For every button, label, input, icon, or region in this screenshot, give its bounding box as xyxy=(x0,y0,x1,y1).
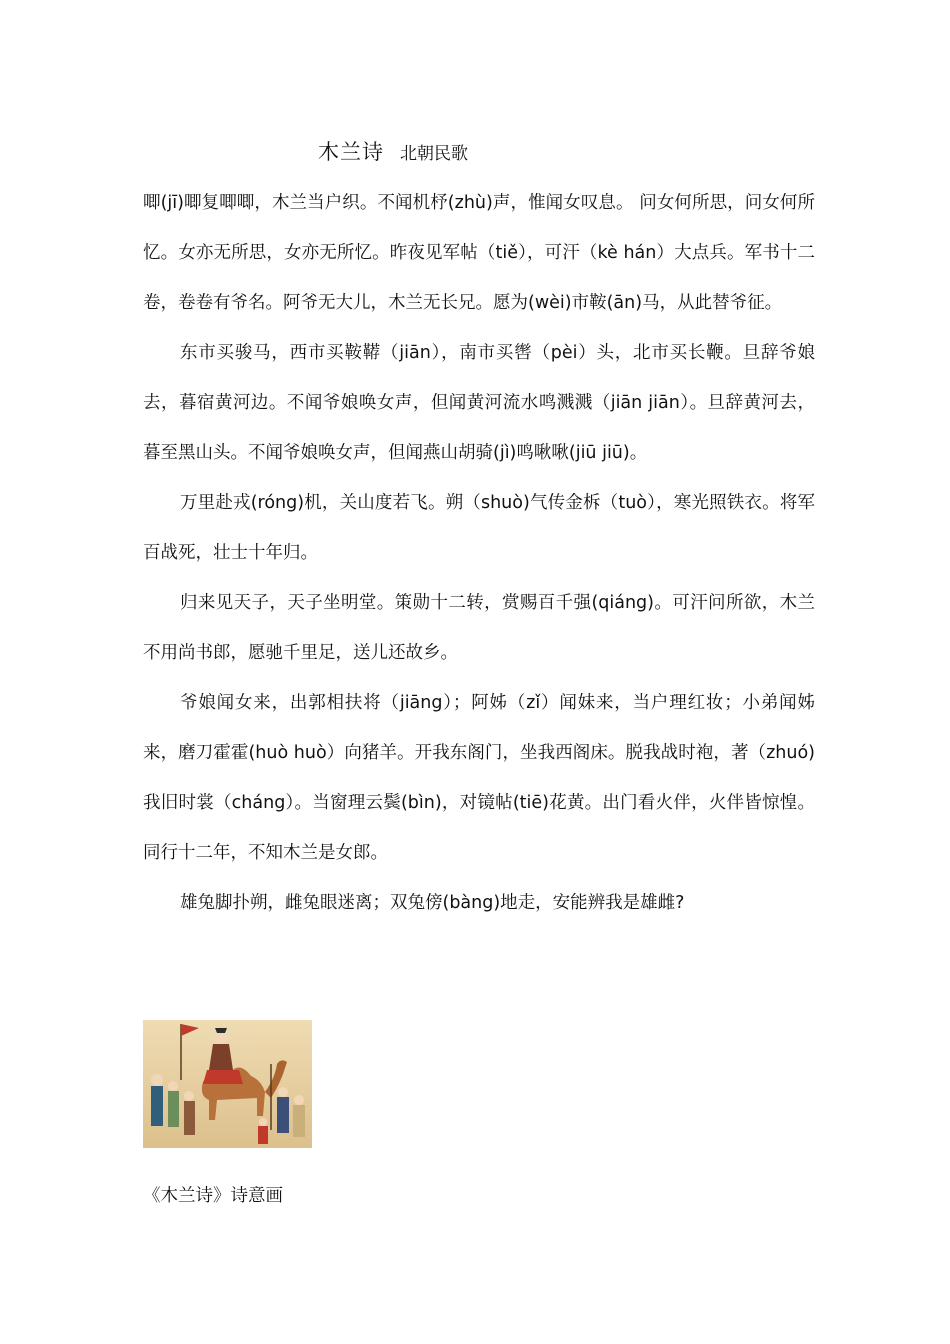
title-row xyxy=(318,136,468,166)
paragraph-2: 东市买骏马，西市买鞍鞯（jiān），南市买辔（pèi）头，北市买长鞭。旦辞爷娘去，暮宿黄河边。不闻爷娘唤女声，但闻黄河流水鸣溅溅（jiān jiān）。旦辞黄河去，暮至黑山头。不闻爷娘唤女声，但闻燕山胡骑(jì)鸣啾啾(jiū jiū)。 xyxy=(143,343,815,463)
poem-illustration xyxy=(143,1020,312,1148)
paragraph-5: 爷娘闻女来，出郭相扶将（jiāng）；阿姊（zǐ）闻妹来，当户理红妆；小弟闻姊来，磨刀霍霍(huò huò）向猪羊。开我东阁门，坐我西阁床。脱我战时袍，著（zhuó)我旧时裳（cháng）。当窗理云鬓(bìn)，对镜帖(tiē)花黄。出门看火伴，火伴皆惊惶。同行十二年，不知木兰是女郎。 xyxy=(143,693,815,863)
poem-subtitle: 北朝民歌 xyxy=(400,144,468,164)
paragraph-6: 雄兔脚扑朔，雌兔眼迷离；双兔傍(bàng)地走，安能辨我是雄雌? xyxy=(180,893,685,913)
poem-body xyxy=(143,178,815,928)
image-caption: 《木兰诗》诗意画 xyxy=(143,1186,283,1206)
paragraph-3: 万里赴戎(róng)机，关山度若飞。朔（shuò)气传金柝（tuò），寒光照铁衣。将军百战死，壮士十年归。 xyxy=(143,493,815,563)
poem-title: 木兰诗 xyxy=(318,140,384,164)
paragraph-1: 唧(jī)唧复唧唧，木兰当户织。不闻机杼(zhù)声，惟闻女叹息。 问女何所思，问女何所忆。女亦无所思，女亦无所忆。昨夜见军帖（tiě），可汗（kè hán）大点兵。军书十二卷，卷卷有爷名。阿爷无大儿，木兰无长兄。愿为(wèi)市鞍(ān)马，从此替爷征。 xyxy=(143,193,815,313)
paragraph-4: 归来见天子，天子坐明堂。策勋十二转，赏赐百千强(qiáng)。可汗问所欲，木兰不用尚书郎，愿驰千里足，送儿还故乡。 xyxy=(143,593,815,663)
painting-image xyxy=(143,1020,312,1148)
